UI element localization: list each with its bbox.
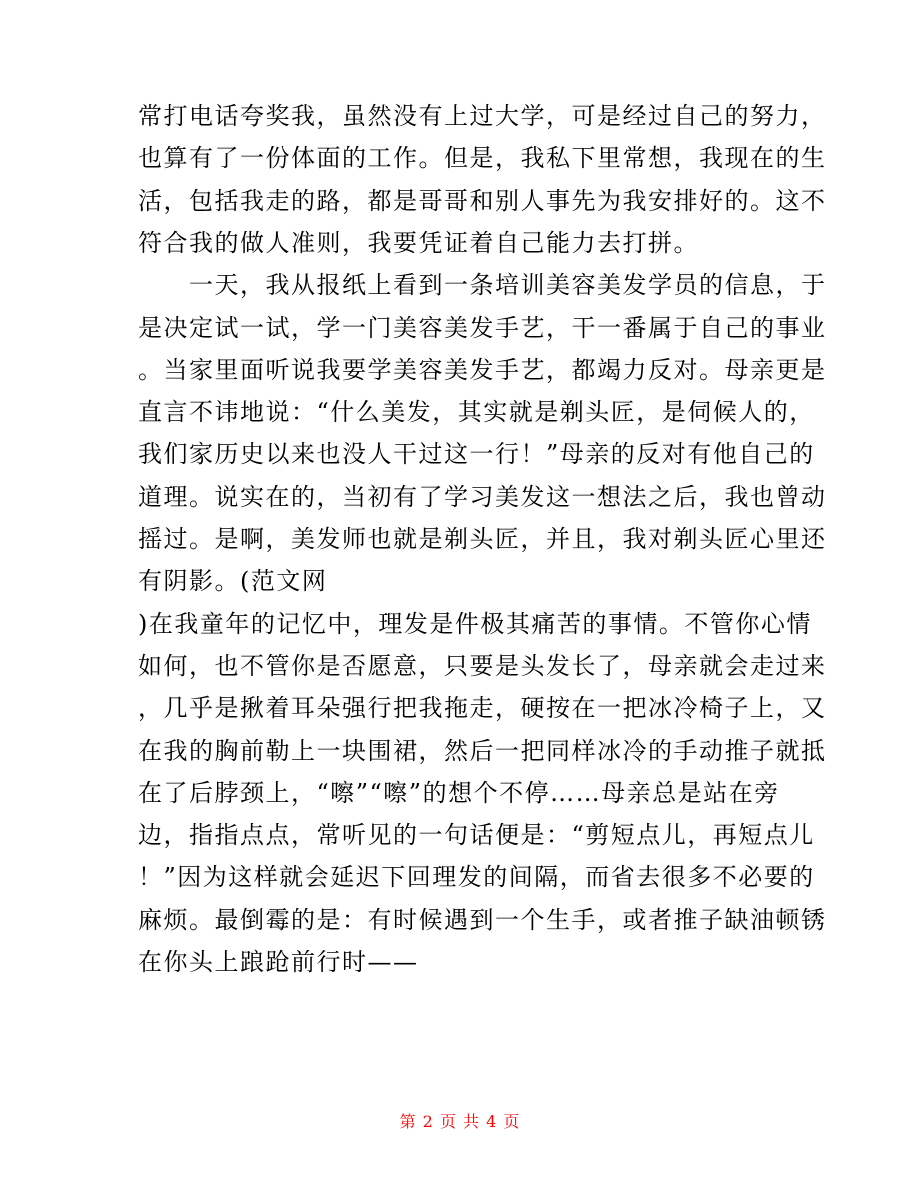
text-line: 摇过。是啊，美发师也就是剃头匠，并且，我对剃头匠心里还 (138, 525, 827, 553)
text-line: ！”因为这样就会延迟下回理发的间隔，而省去很多不必要的 (138, 863, 815, 892)
text-line: 麻烦。最倒霉的是：有时候遇到一个生手，或者推子缺油顿锈 (138, 905, 827, 934)
text-line: 我们家历史以来也没人干过这一行！”母亲的反对有他自己的 (138, 440, 815, 469)
text-line: 在你头上踉跄前行时—— (138, 948, 419, 976)
text-line: 活，包括我走的路，都是哥哥和别人事先为我安排好的。这不 (138, 186, 827, 215)
text-line: 在了后脖颈上，“嚓”“嚓”的想个不停……母亲总是站在旁 (138, 778, 780, 807)
text-line: 有阴影。(范文网 (138, 567, 328, 596)
text-line: 道理。说实在的，当初有了学习美发这一想法之后，我也曾动 (138, 482, 827, 511)
text-line: )在我童年的记忆中，理发是件极其痛苦的事情。不管你心情 (138, 609, 812, 638)
text-line: 一天，我从报纸上看到一条培训美容美发学员的信息，于 (138, 271, 827, 300)
text-line: 。当家里面听说我要学美容美发手艺，都竭力反对。母亲更是 (138, 355, 827, 384)
text-line: 是决定试一试，学一门美容美发手艺，干一番属于自己的事业 (138, 313, 827, 342)
text-line: 边，指指点点，常听见的一句话便是：“剪短点儿，再短点儿 (138, 821, 815, 850)
text-line: 也算有了一份体面的工作。但是，我私下里常想，我现在的生 (138, 144, 827, 173)
text-line: 在我的胸前勒上一块围裙，然后一把同样冰冷的手动推子就抵 (138, 736, 827, 765)
text-line: 符合我的做人准则，我要凭证着自己能力去打拼。 (138, 228, 699, 257)
text-line: 如何，也不管你是否愿意，只要是头发长了，母亲就会走过来 (138, 651, 827, 680)
text-line: ，几乎是揪着耳朵强行把我拖走，硬按在一把冰冷椅子上，又 (138, 694, 827, 723)
text-line: 直言不讳地说：“什么美发，其实就是剃头匠，是伺候人的， (138, 398, 815, 427)
text-line: 常打电话夸奖我，虽然没有上过大学，可是经过自己的努力， (138, 102, 827, 130)
page-number-footer: 第 2 页 共 4 页 (399, 1112, 521, 1131)
